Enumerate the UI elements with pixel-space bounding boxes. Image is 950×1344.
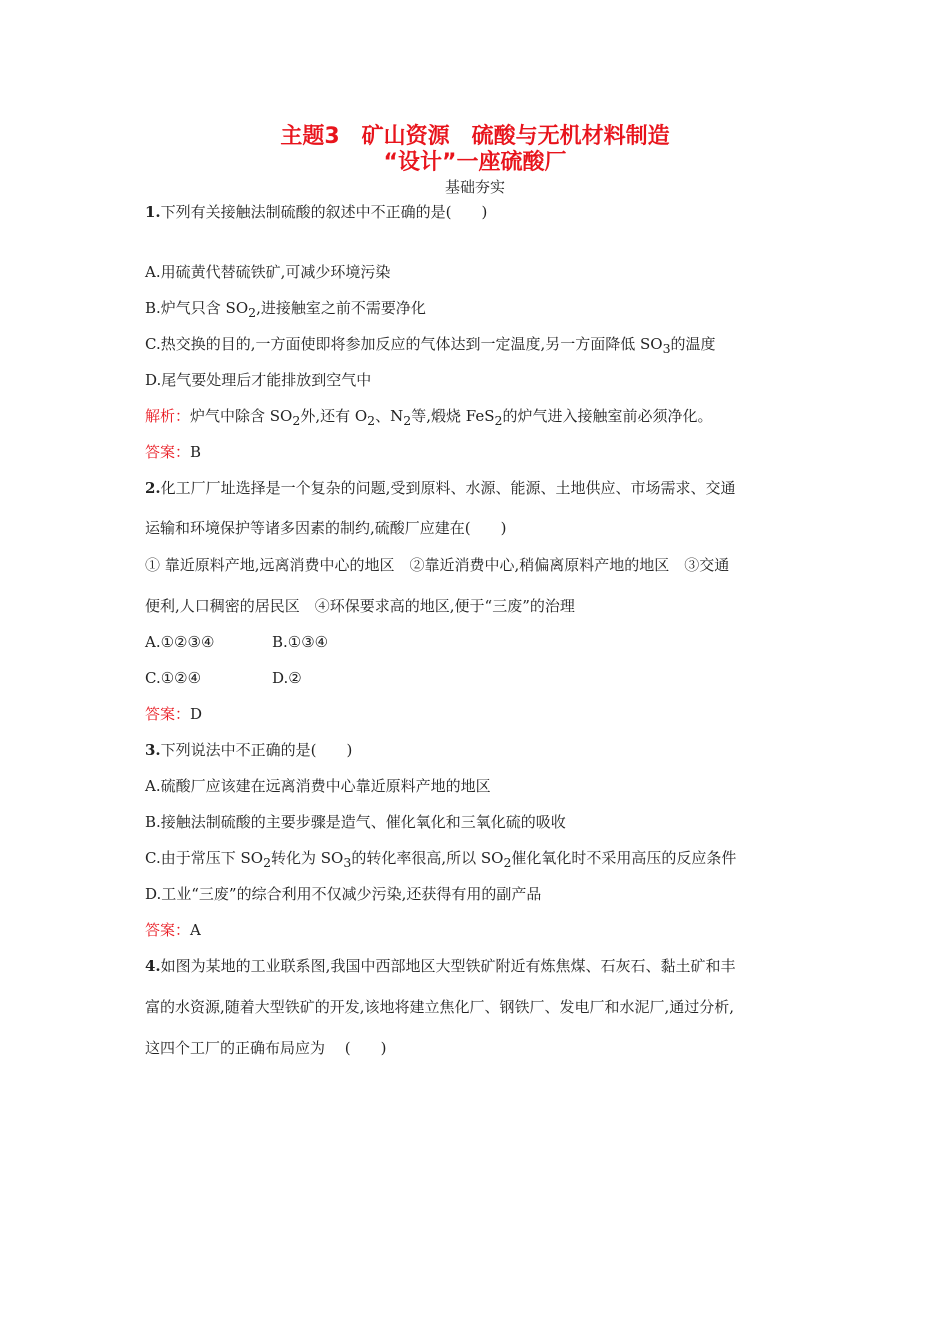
explanation-label: 解析：	[145, 407, 191, 425]
q1-option-d: D.尾气要处理后才能排放到空气中	[145, 371, 372, 389]
q2-choices-line1: ① 靠近原料产地,远离消费中心的地区 ②靠近消费中心,稍偏离原料产地的地区 ③交通	[145, 556, 730, 574]
q2-stem-line2: 运输和环境保护等诸多因素的制约,硫酸厂应建在( )	[145, 519, 507, 537]
subscript: 2	[403, 413, 412, 428]
q1-exp-text: 等,煅烧 FeS	[411, 407, 495, 425]
q2-option-d: D.②	[272, 669, 302, 687]
q1-option-c-text: C.热交换的目的,一方面使即将参加反应的气体达到一定温度,另一方面降低 SO	[145, 335, 663, 353]
q1-exp-text: 外,还有 O	[300, 407, 368, 425]
q2-option-c: C.①②④	[145, 669, 202, 687]
answer-label: 答案：	[145, 921, 191, 939]
q2-number: 2.	[145, 479, 161, 497]
q4-stem-line2: 富的水资源,随着大型铁矿的开发,该地将建立焦化厂、钢铁厂、发电厂和水泥厂,通过分析,	[145, 998, 735, 1016]
section-subtitle: 基础夯实	[444, 178, 505, 196]
q2-answer-value: D	[190, 705, 203, 723]
subscript: 2	[494, 413, 503, 428]
subscript: 3	[343, 855, 352, 870]
q3-option-b: B.接触法制硫酸的主要步骤是造气、催化氧化和三氧化硫的吸收	[145, 813, 566, 831]
q2-answer	[145, 703, 825, 725]
doc-title-line1: 主题3 矿山资源 硫酸与无机材料制造	[280, 124, 670, 149]
q2-options-ab	[145, 631, 825, 653]
q1-option-c	[145, 333, 825, 360]
q3-stem-text: 下列说法中不正确的是( )	[160, 741, 353, 759]
q3-option-d: D.工业“三废”的综合利用不仅减少污染,还获得有用的副产品	[145, 885, 542, 903]
q3-option-a: A.硫酸厂应该建在远离消费中心靠近原料产地的地区	[145, 777, 491, 795]
q3-option-c-text: 转化为 SO	[271, 849, 344, 867]
q1-option-c-text-tail: 的温度	[670, 335, 716, 353]
subscript: 2	[367, 413, 376, 428]
q3-option-c-text: C.由于常压下 SO	[145, 849, 264, 867]
q1-option-a: A.用硫黄代替硫铁矿,可减少环境污染	[145, 263, 391, 281]
q4-stem-text: 如图为某地的工业联系图,我国中西部地区大型铁矿附近有炼焦煤、石灰石、黏土矿和丰	[160, 957, 736, 975]
q2-stem-line1	[145, 477, 825, 499]
q2-option-a: A.①②③④	[145, 633, 215, 651]
doc-title-line2: “设计”一座硫酸厂	[383, 150, 567, 175]
subscript: 2	[248, 305, 257, 320]
q2-options-cd	[145, 667, 825, 689]
q1-exp-text: 的炉气进入接触室前必须净化。	[502, 407, 713, 425]
q1-option-b	[145, 297, 825, 324]
subscript: 2	[263, 855, 272, 870]
subscript: 3	[662, 341, 671, 356]
q1-option-b-text-tail: ,进接触室之前不需要净化	[256, 299, 426, 317]
subscript: 2	[503, 855, 512, 870]
q1-stem-text: 下列有关接触法制硫酸的叙述中不正确的是( )	[160, 203, 488, 221]
q3-option-c-text: 催化氧化时不采用高压的反应条件	[511, 849, 737, 867]
q4-number: 4.	[145, 957, 161, 975]
q2-option-b: B.①③④	[272, 633, 329, 651]
q4-stem-line3: 这四个工厂的正确布局应为 ( )	[145, 1039, 387, 1057]
q4-stem-line1	[145, 955, 825, 977]
q3-option-c	[145, 847, 825, 874]
answer-label: 答案：	[145, 705, 191, 723]
q2-choices-line2: 便利,人口稠密的居民区 ④环保要求高的地区,便于“三废”的治理	[145, 597, 575, 615]
q1-number: 1.	[145, 203, 161, 221]
answer-label: 答案：	[145, 443, 191, 461]
q1-answer-value: B	[190, 443, 202, 461]
q3-answer	[145, 919, 825, 941]
subscript: 2	[292, 413, 301, 428]
q1-explanation	[145, 405, 825, 432]
q1-exp-text: 、N	[375, 407, 404, 425]
q3-stem	[145, 739, 825, 761]
q3-number: 3.	[145, 741, 161, 759]
q3-answer-value: A	[190, 921, 201, 939]
q2-stem-text: 化工厂厂址选择是一个复杂的问题,受到原料、水源、能源、土地供应、市场需求、交通	[160, 479, 736, 497]
q3-option-c-text: 的转化率很高,所以 SO	[351, 849, 504, 867]
q1-stem	[145, 201, 825, 223]
q1-answer	[145, 441, 825, 463]
q1-exp-text: 炉气中除含 SO	[190, 407, 293, 425]
q1-option-b-text: B.炉气只含 SO	[145, 299, 249, 317]
